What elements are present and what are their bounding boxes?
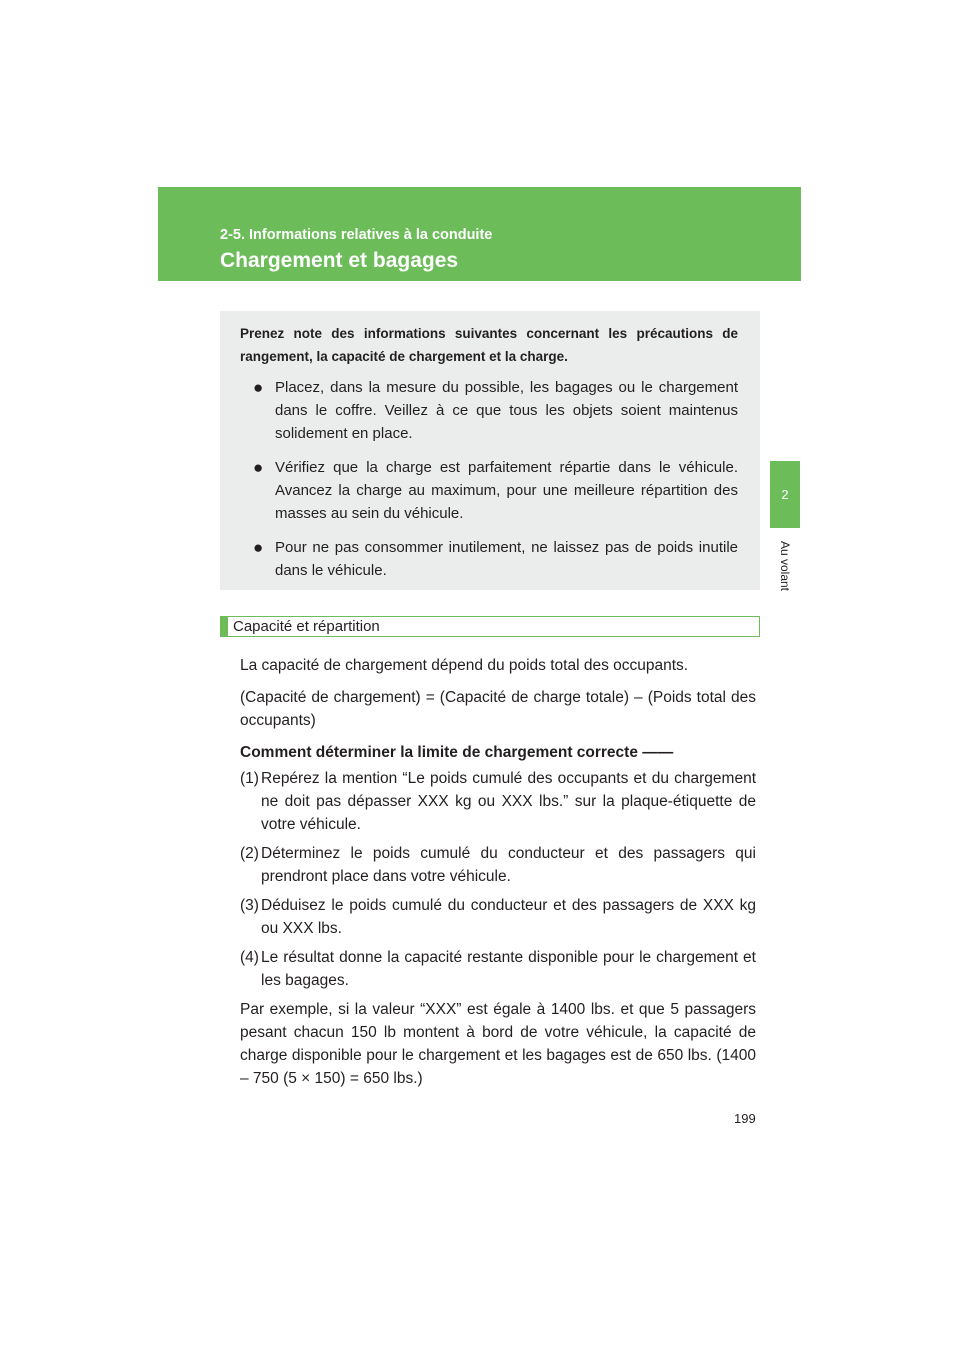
step-text: Déterminez le poids cumulé du conducteur et des passagers qui prendront place dans votre véhicule. xyxy=(261,845,756,885)
step-number: (4) xyxy=(240,949,259,966)
step-text: Le résultat donne la capacité restante disponible pour le chargement et les bagages. xyxy=(261,949,756,989)
bullet-text: Vérifiez que la charge est parfaitement répartie dans le véhicule. Avancez la charge au maximum, pour une meilleure répartition des masses au sein du véhicule. xyxy=(275,459,738,522)
procedure-step xyxy=(240,946,756,992)
bullet-icon: ● xyxy=(253,378,264,397)
subsection-title: Capacité et répartition xyxy=(233,618,380,635)
page-title: Chargement et bagages xyxy=(220,249,459,272)
intro-bullet xyxy=(253,456,738,525)
bullet-text: Placez, dans la mesure du possible, les bagages ou le chargement dans le coffre. Veillez à ce que tous les objets soient maintenus solidement en place. xyxy=(275,379,738,442)
example-paragraph: Par exemple, si la valeur “XXX” est égale à 1400 lbs. et que 5 passagers pesant chacun 150 lb montent à bord de votre véhicule, la capacité de charge disponible pour le chargement et les bagages est de 650 lbs. (1400 – 750 (5 × 150) = 650 lbs.) xyxy=(240,1001,756,1087)
chapter-side-label: Au volant xyxy=(778,540,792,592)
subsection-accent-bar xyxy=(220,616,228,637)
procedure-step xyxy=(240,767,756,836)
intro-text: Prenez note des informations suivantes concernant les précautions de rangement, la capacité de chargement et la charge. xyxy=(240,326,738,364)
bullet-icon: ● xyxy=(253,538,264,557)
procedure-step xyxy=(240,842,756,888)
step-number: (3) xyxy=(240,897,259,914)
intro-bullet xyxy=(253,376,738,445)
section-body xyxy=(240,654,756,1099)
intro-bullet xyxy=(253,536,738,582)
formula-paragraph: (Capacité de chargement) = (Capacité de charge totale) – (Poids total des occupants) xyxy=(240,689,756,729)
procedure-step xyxy=(240,894,756,940)
page-number: 199 xyxy=(734,1111,756,1126)
step-number: (1) xyxy=(240,770,259,787)
section-label: 2-5. Informations relatives à la conduite xyxy=(220,227,493,243)
chapter-tab xyxy=(770,461,800,528)
intro-box xyxy=(220,311,760,590)
bullet-icon: ● xyxy=(253,458,264,477)
step-text: Déduisez le poids cumulé du conducteur et des passagers de XXX kg ou XXX lbs. xyxy=(261,897,756,937)
step-text: Repérez la mention “Le poids cumulé des occupants et du chargement ne doit pas dépasser XXX kg ou XXX lbs.” sur la plaque-étiquette de votre véhicule. xyxy=(261,770,756,833)
bullet-text: Pour ne pas consommer inutilement, ne laissez pas de poids inutile dans le véhicule. xyxy=(275,539,738,579)
subsection-header xyxy=(220,616,760,637)
step-number: (2) xyxy=(240,845,259,862)
chapter-number: 2 xyxy=(781,487,789,502)
chapter-header-band xyxy=(158,187,801,281)
procedure-lead: Comment déterminer la limite de chargement correcte —— xyxy=(240,744,674,761)
paragraph: La capacité de chargement dépend du poids total des occupants. xyxy=(240,657,689,674)
